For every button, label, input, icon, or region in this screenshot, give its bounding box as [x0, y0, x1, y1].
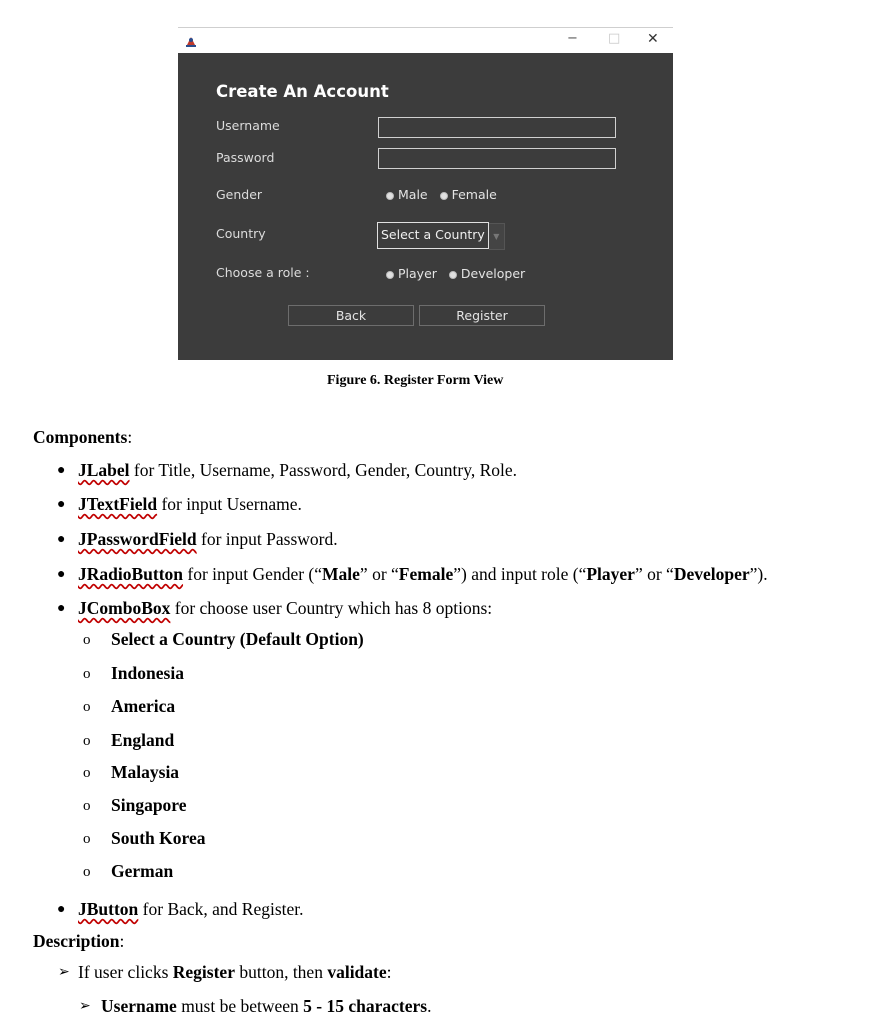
text-run: ” or “: [634, 564, 674, 584]
gender-label: Gender: [216, 187, 263, 202]
bold-run: 5 - 15 characters: [303, 996, 428, 1016]
bold-run: validate: [327, 962, 387, 982]
country-option-text: South Korea: [111, 828, 206, 848]
bold-run: Player: [586, 564, 635, 584]
text-run: must be between: [176, 996, 304, 1016]
form-title: Create An Account: [216, 82, 389, 101]
username-input[interactable]: [378, 117, 616, 138]
country-option: [111, 828, 205, 849]
component-desc: for choose user Country which has 8 options:: [170, 598, 493, 618]
radio-icon: [440, 192, 448, 200]
password-label: Password: [216, 150, 275, 165]
circle-bullet-icon: o: [83, 733, 91, 749]
minimize-icon[interactable]: −: [567, 31, 578, 46]
bullet-icon: ●: [57, 463, 66, 478]
radio-icon: [449, 271, 457, 279]
text-run: ”).: [749, 564, 768, 584]
component-term: JRadioButton: [78, 564, 184, 584]
role-radio-developer[interactable]: [449, 266, 525, 281]
bold-run: Developer: [673, 564, 750, 584]
radio-icon: [386, 192, 394, 200]
bullet-icon: ●: [57, 567, 66, 582]
role-player-label: Player: [398, 266, 437, 281]
gender-radio-male[interactable]: [386, 187, 428, 202]
list-item: [78, 529, 338, 550]
username-label: Username: [216, 118, 280, 133]
circle-bullet-icon: o: [83, 798, 91, 814]
list-item: [78, 494, 302, 515]
country-option: [111, 762, 179, 783]
bullet-icon: ●: [57, 497, 66, 512]
bold-run: Female: [398, 564, 454, 584]
window-titlebar: [178, 27, 673, 53]
description-heading: Description:: [33, 931, 125, 951]
gender-radio-female[interactable]: [440, 187, 497, 202]
circle-bullet-icon: o: [83, 864, 91, 880]
country-selected-value[interactable]: Select a Country: [377, 222, 489, 249]
list-item: [78, 460, 517, 481]
gender-radio-group: [386, 186, 497, 202]
components-heading: Components:: [33, 427, 133, 447]
description-line: [78, 962, 392, 983]
role-radio-group: [386, 265, 525, 281]
circle-bullet-icon: o: [83, 765, 91, 781]
form-panel: [178, 53, 673, 360]
country-option: [111, 663, 184, 684]
arrow-bullet-icon: ➢: [58, 965, 70, 980]
list-item: [78, 564, 768, 585]
country-option-text: Select a Country (Default Option): [111, 629, 364, 649]
country-option-text: Singapore: [111, 795, 187, 815]
component-term: JTextField: [78, 494, 158, 514]
close-icon[interactable]: ✕: [647, 31, 659, 47]
country-option: [111, 696, 175, 717]
circle-bullet-icon: o: [83, 632, 91, 648]
component-term: JComboBox: [78, 598, 171, 618]
java-app-icon: [184, 34, 198, 48]
circle-bullet-icon: o: [83, 666, 91, 682]
country-option-text: Indonesia: [111, 663, 184, 683]
text-run: .: [427, 996, 432, 1016]
gender-female-label: Female: [451, 187, 497, 202]
country-option: [111, 629, 364, 650]
country-option-text: England: [111, 730, 175, 750]
role-developer-label: Developer: [460, 266, 526, 281]
component-desc: for input Username.: [157, 494, 302, 514]
text-run: :: [386, 962, 392, 982]
component-desc: for Title, Username, Password, Gender, Country, Role.: [129, 460, 518, 480]
radio-icon: [386, 271, 394, 279]
country-option: [111, 730, 174, 751]
chevron-down-icon[interactable]: ▼: [489, 223, 505, 250]
text-run: for input Gender (“: [183, 564, 323, 584]
bullet-icon: ●: [57, 601, 66, 616]
bullet-icon: ●: [57, 532, 66, 547]
gender-male-label: Male: [398, 187, 428, 202]
components-heading-text: Components: [33, 427, 128, 447]
country-option: [111, 861, 173, 882]
register-button[interactable]: Register: [419, 305, 545, 326]
password-input[interactable]: [378, 148, 616, 169]
description-heading-text: Description: [33, 931, 120, 951]
maximize-icon[interactable]: □: [608, 31, 621, 46]
bold-run: Male: [322, 564, 360, 584]
figure-caption: Figure 6. Register Form View: [327, 373, 504, 388]
register-form-window: [178, 27, 673, 360]
component-term: JLabel: [78, 460, 130, 480]
list-item: [78, 598, 492, 619]
list-item: [78, 899, 304, 920]
arrow-bullet-icon: ➢: [79, 999, 91, 1014]
circle-bullet-icon: o: [83, 831, 91, 847]
component-term: JButton: [78, 899, 139, 919]
country-option-text: German: [111, 861, 174, 881]
component-desc: for Back, and Register.: [138, 899, 304, 919]
country-label: Country: [216, 226, 266, 241]
role-label: Choose a role :: [216, 265, 310, 280]
circle-bullet-icon: o: [83, 699, 91, 715]
component-term: JPasswordField: [78, 529, 197, 549]
country-option: [111, 795, 187, 816]
component-desc: for input Password.: [196, 529, 338, 549]
bold-run: Register: [172, 962, 235, 982]
back-button[interactable]: Back: [288, 305, 414, 326]
text-run: If user clicks: [78, 962, 173, 982]
text-run: button, then: [234, 962, 328, 982]
role-radio-player[interactable]: [386, 266, 437, 281]
bold-run: Username: [101, 996, 177, 1016]
country-option-text: Malaysia: [111, 762, 180, 782]
description-line: [101, 996, 431, 1017]
text-run: ” or “: [359, 564, 399, 584]
country-option-text: America: [111, 696, 176, 716]
text-run: ”) and input role (“: [453, 564, 587, 584]
country-combobox[interactable]: [377, 222, 505, 249]
bullet-icon: ●: [57, 902, 66, 917]
